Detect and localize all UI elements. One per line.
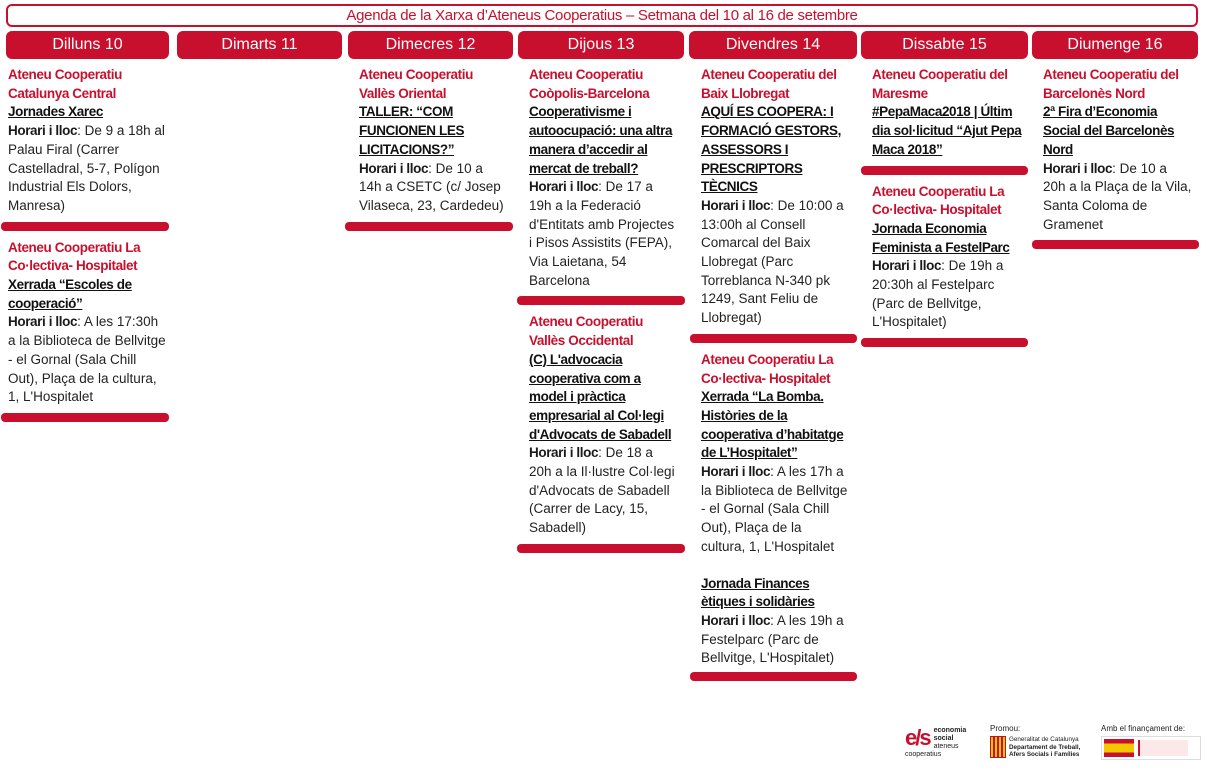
- day-header-dissabte: Dissabte 15: [861, 31, 1028, 59]
- event-schedule-label: Horari i lloc: [8, 123, 78, 139]
- event-divider: [690, 334, 857, 343]
- event-item: [8, 66, 166, 216]
- day-column-dimecres: [359, 66, 507, 239]
- event-divider: [1, 413, 169, 422]
- event-schedule-info: : De 18 a 20h a la Il·lustre Col·legi d'Advocats de Sabadell (Carrer de Lacy, 15, Sabadell): [529, 445, 675, 536]
- event-schedule-info: : De 10 a 14h a CSETC (c/ Josep Vilaseca, 23, Cardedeu): [359, 160, 504, 213]
- event-item: [872, 66, 1022, 160]
- event-organizer: Ateneu Cooperatiu Vallès Oriental: [359, 67, 473, 101]
- event-schedule-label: Horari i lloc: [701, 464, 771, 480]
- event-item: [529, 66, 677, 290]
- day-column-dijous: [529, 66, 677, 561]
- event-title[interactable]: #PepaMaca2018 | Últim dia sol·licitud “Ajut Pepa Maca 2018”: [872, 104, 1022, 157]
- event-divider: [861, 166, 1028, 175]
- event-item: [1043, 66, 1193, 234]
- gencat-flag-icon: [990, 736, 1006, 758]
- day-column-diumenge: [1043, 66, 1193, 257]
- event-divider: [517, 544, 685, 553]
- event-item: [872, 183, 1022, 333]
- economia-social-logo: [905, 727, 977, 768]
- event-organizer: Ateneu Cooperatiu del Barcelonès Nord: [1043, 67, 1179, 101]
- event-item: [359, 66, 507, 216]
- event-schedule-info: : De 9 a 18h al Palau Firal (Carrer Castelladral, 5-7, Polígon Industrial Els Dolors, Manresa): [8, 123, 165, 213]
- day-column-dilluns: [8, 66, 166, 430]
- promou-block: [990, 724, 1100, 766]
- day-header-dijous: Dijous 13: [518, 31, 684, 59]
- event-schedule-label: Horari i lloc: [529, 179, 599, 195]
- event-item: [529, 313, 677, 537]
- gencat-line: Generalitat de Catalunya: [1009, 736, 1079, 743]
- event-item: [701, 351, 849, 557]
- es-logo-line: cooperatius: [905, 751, 942, 758]
- day-header-diumenge: Diumenge 16: [1032, 31, 1198, 59]
- event-organizer: Ateneu Cooperatiu Catalunya Central: [8, 67, 122, 101]
- day-column-divendres: [701, 66, 849, 689]
- event-organizer: Ateneu Cooperatiu La Co·lectiva- Hospitalet: [701, 351, 834, 386]
- event-schedule-info: : A les 17:30h a la Biblioteca de Bellvitge - el Gornal (Sala Chill Out), Plaça de la cultura, 1, L'Hospitalet: [8, 314, 166, 405]
- spain-shield-icon: [1104, 739, 1134, 757]
- event-title[interactable]: Xerrada “Escoles de cooperació”: [8, 277, 132, 311]
- day-column-dissabte: [872, 66, 1022, 355]
- gencat-logo: [990, 736, 1100, 759]
- day-header-dimarts: Dimarts 11: [177, 31, 342, 59]
- event-schedule-info: : De 19h a 20:30h al Festelparc (Parc de Bellvitge, L'Hospitalet): [872, 258, 1004, 330]
- es-logo-line: ateneus: [933, 743, 959, 750]
- event-schedule-info: : A les 19h a Festelparc (Parc de Bellvitge, L'Hospitalet): [701, 612, 844, 666]
- event-schedule-info: : De 10 a 20h a la Plaça de la Vila, Santa Coloma de Gramenet: [1043, 160, 1192, 232]
- event-title[interactable]: Jornada Finances ètiques i solidàries: [701, 575, 815, 610]
- event-title[interactable]: 2ª Fira d’Economia Social del Barcelonès Nord: [1043, 104, 1175, 157]
- event-title[interactable]: TALLER: “COM FUNCIONEN LES LICITACIONS?”: [359, 104, 465, 157]
- event-title[interactable]: Xerrada “La Bomba. Històries de la cooperativa d’habitatge de L’Hospitalet”: [701, 389, 844, 461]
- event-schedule-label: Horari i lloc: [701, 197, 771, 213]
- event-schedule-label: Horari i lloc: [1043, 160, 1113, 176]
- event-organizer: Ateneu Cooperatiu Vallès Occidental: [529, 314, 643, 349]
- event-divider: [345, 222, 513, 231]
- event-item: [8, 239, 166, 407]
- day-header-dilluns: Dilluns 10: [6, 31, 169, 59]
- gencat-line: Afers Socials i Famílies: [1009, 751, 1080, 758]
- event-organizer: Ateneu Cooperatiu La Co·lectiva- Hospitalet: [8, 239, 141, 274]
- event-divider: [861, 338, 1028, 347]
- event-title[interactable]: Jornada Economia Feminista a FestelParc: [872, 220, 1010, 255]
- event-divider: [690, 672, 857, 681]
- event-organizer: Ateneu Cooperatiu Coòpolis-Barcelona: [529, 67, 650, 101]
- event-schedule-info: : A les 17h a la Biblioteca de Bellvitge - el Gornal (Sala Chill Out), Plaça de la cultura, 1, L'Hospitalet: [701, 464, 848, 554]
- financing-label: Amb el finançament de:: [1101, 724, 1186, 733]
- event-organizer: Ateneu Cooperatiu La Co·lectiva- Hospitalet: [872, 183, 1005, 218]
- day-header-divendres: Divendres 14: [689, 31, 857, 59]
- event-schedule-label: Horari i lloc: [872, 258, 942, 274]
- promou-label: Promou:: [990, 724, 1021, 733]
- event-divider: [517, 296, 685, 305]
- es-logo-line: social: [933, 735, 954, 742]
- event-organizer: Ateneu Cooperatiu del Maresme: [872, 67, 1008, 101]
- event-title[interactable]: Cooperativisme i autoocupació: una altra manera d’accedir al mercat de treball?: [529, 104, 673, 176]
- gobierno-logo: [1101, 736, 1201, 760]
- event-schedule-label: Horari i lloc: [701, 612, 771, 628]
- event-schedule-label: Horari i lloc: [8, 314, 78, 330]
- event-divider: [1032, 240, 1199, 249]
- event-item: [701, 66, 849, 328]
- event-title[interactable]: AQUÍ ES COOPERA: I FORMACIÓ GESTORS, ASSESSORS I PRESCRIPTORS TÈCNICS: [701, 104, 841, 195]
- es-logo-line: economia: [933, 727, 967, 734]
- event-title[interactable]: Jornades Xarec: [8, 104, 103, 120]
- event-organizer: Ateneu Cooperatiu del Baix Llobregat: [701, 67, 837, 101]
- gencat-line: Departament de Treball,: [1009, 743, 1081, 751]
- event-title[interactable]: (C) L'advocacia cooperativa com a model i pràctica empresarial al Col·legi d'Advocats de Sabadell: [529, 351, 672, 442]
- ministry-logo-icon: [1138, 740, 1188, 756]
- page-title: Agenda de la Xarxa d’Ateneus Cooperatius – Setmana del 10 al 16 de setembre: [6, 4, 1198, 27]
- day-header-dimecres: Dimecres 12: [348, 31, 513, 59]
- es-mark-icon: e/s: [905, 725, 930, 750]
- event-divider: [1, 222, 169, 231]
- financing-block: [1101, 724, 1201, 766]
- event-schedule-label: Horari i lloc: [529, 445, 599, 461]
- event-schedule-info: : De 10:00 a 13:00h al Consell Comarcal del Baix Llobregat (Parc Torreblanca N-340 pk 1249, Sant Feliu de Llobregat): [701, 197, 844, 326]
- event-item: [701, 575, 849, 669]
- event-schedule-label: Horari i lloc: [359, 160, 429, 176]
- event-schedule-info: : De 17 a 19h a la Federació d'Entitats amb Projectes i Pisos Assistits (FEPA), Via Laietana, 54 Barcelona: [529, 179, 675, 288]
